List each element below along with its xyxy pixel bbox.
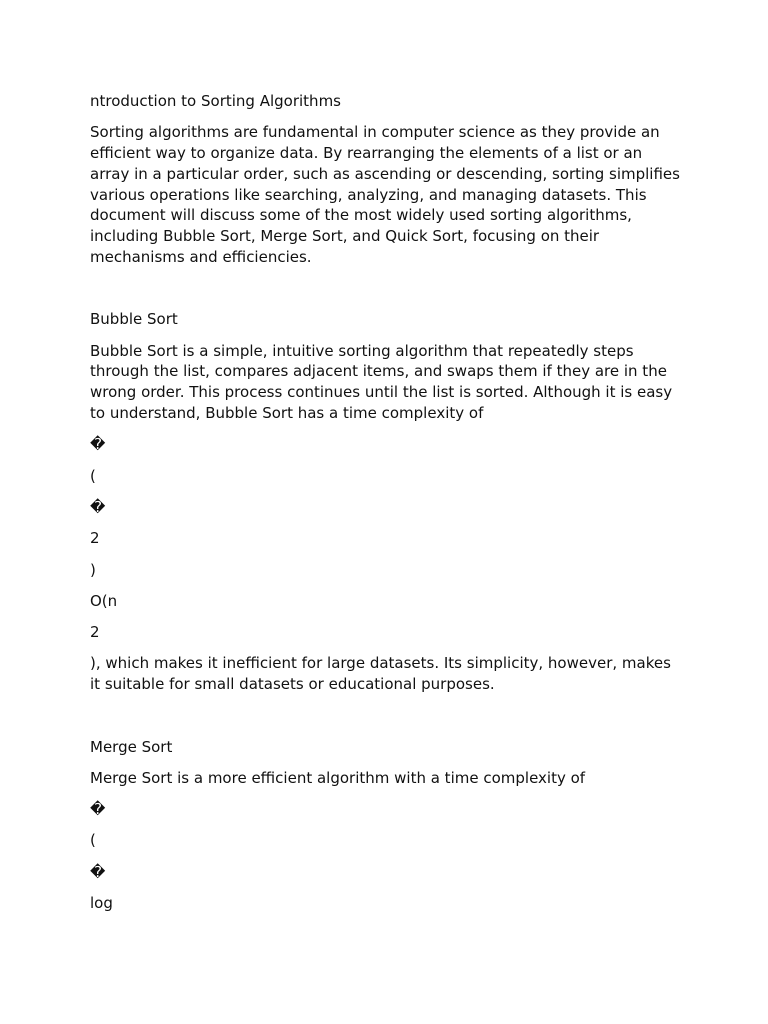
formula-fragment: log xyxy=(90,894,113,913)
merge-sort-heading: Merge Sort xyxy=(90,737,173,756)
formula-fragment: � xyxy=(90,497,106,516)
formula-fragment: 2 xyxy=(90,623,100,642)
formula-fragment: ( xyxy=(90,831,96,850)
intro-paragraph: Sorting algorithms are fundamental in computer science as they provide an efficient way to organize data. By rearranging the elements of a list or an array in a particular order, such as ascending or descending, sorting simplifies various operations like searching, analyzing, and managing datasets. This document will discuss some of the most widely used sorting algorithms, including Bubble Sort, Merge Sort, and Quick Sort, focusing on their mechanisms and efficiencies. xyxy=(90,123,680,267)
section-gap xyxy=(90,278,682,309)
bubble-sort-paragraph: Bubble Sort is a simple, intuitive sorting algorithm that repeatedly steps through the list, compares adjacent items, and swaps them if they are in the wrong order. This process continues until the list is sorted. Although it is easy to understand, Bubble Sort has a time complexity of xyxy=(90,341,673,423)
formula-fragment: � xyxy=(90,435,106,454)
bubble-sort-tail-paragraph: ), which makes it inefficient for large datasets. Its simplicity, however, makes it suitable for small datasets or educational purposes. xyxy=(90,654,671,694)
merge-sort-paragraph: Merge Sort is a more efficient algorithm with a time complexity of xyxy=(90,768,586,787)
formula-fragment: 2 xyxy=(90,529,100,548)
formula-fragment: � xyxy=(90,862,106,881)
section-gap xyxy=(90,706,682,737)
intro-heading: ntroduction to Sorting Algorithms xyxy=(90,92,341,110)
formula-fragment: � xyxy=(90,800,106,819)
formula-fragment: ( xyxy=(90,466,96,485)
document-page xyxy=(90,91,682,924)
formula-fragment: ) xyxy=(90,560,96,579)
formula-fragment: O(n xyxy=(90,591,118,610)
bubble-sort-heading: Bubble Sort xyxy=(90,310,178,329)
